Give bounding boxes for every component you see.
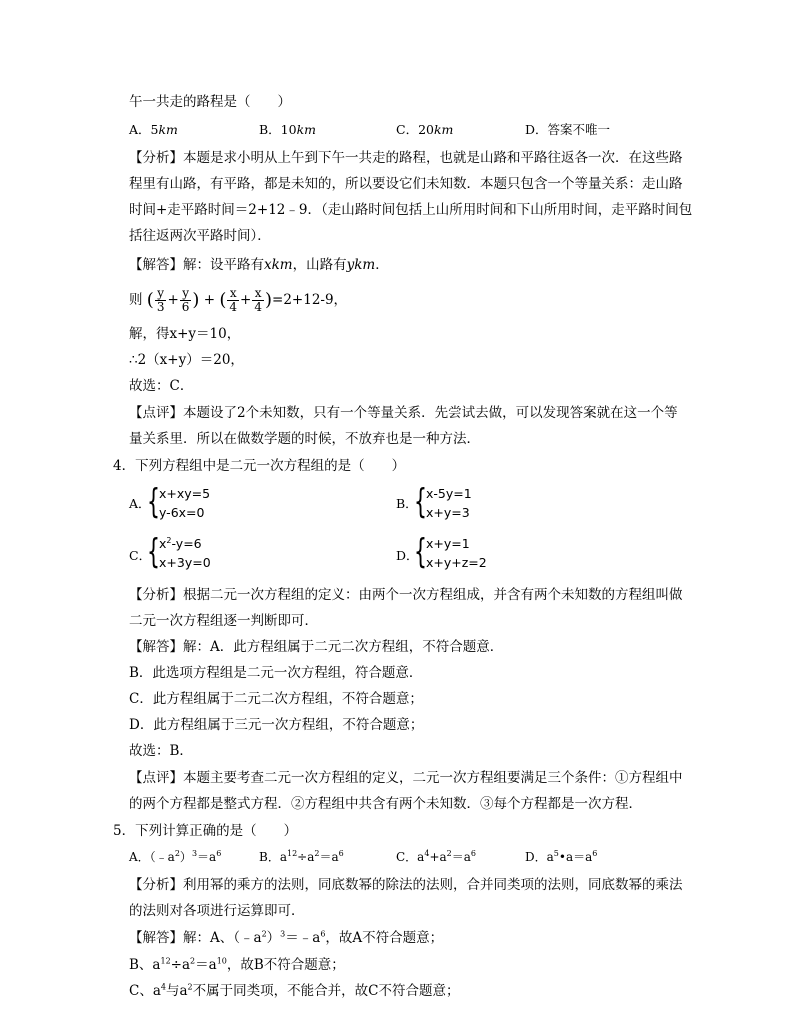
q3-solution-head: 【解答】解：设平路有xkm，山路有ykm． (129, 257, 389, 273)
q5-analysis-line: 的法则对各项进行运算即可． (129, 903, 305, 919)
q3-analysis-line: 括往返两次平路时间）． (129, 228, 271, 244)
q4-option-d: D． { x+y=1 x+y+z=2 (396, 532, 487, 572)
q4-solution-line: D．此方程组属于三元一次方程组，不符合题意； (129, 717, 424, 733)
q3-option-b: B．10km (259, 122, 317, 137)
q3-equation: 则 ( $\frac{y}{3}$ + $\frac{y}{6}$ ) + ( $\frac{x}{4}$ + $\frac{x}{4}$ )=2+12-9， (129, 286, 348, 314)
q4-option-a: A． { x+xy=5 y-6x=0 (129, 482, 211, 522)
q4-solution-line: C．此方程组属于二元二次方程组，不符合题意； (129, 691, 423, 707)
q5-option-a: A．$(﹣a^2)^3=a^6$ (129, 849, 222, 864)
q3-stem-continuation: 午一共走的路程是（ ） (129, 94, 291, 110)
q3-option-c: C．20km (396, 122, 454, 137)
q4-comment-line: 【点评】本题主要考查二元一次方程组的定义，二元一次方程组要满足三个条件：①方程组中 (129, 770, 683, 786)
q3-comment-line: 量关系里．所以在做数学题的时候，不放弃也是一种方法． (129, 431, 480, 447)
q5-option-b: B．$a^{12}\div a^2=a^6$ (259, 849, 344, 864)
q5-solution-line: 【解答】解：A、$(﹣a^2)^3=﹣a^6$，故A不符合题意； (129, 929, 444, 946)
q3-analysis-line: 程里有山路，有平路，都是未知的，所以要设它们未知数．本题只包含一个等量关系：走山路 (129, 176, 683, 192)
q4-solution-line: B．此选项方程组是二元一次方程组，符合题意． (129, 665, 423, 681)
q4-analysis-line: 二元一次方程组逐一判断即可． (129, 613, 318, 629)
q5-stem: 5．下列计算正确的是（ ） (113, 823, 298, 839)
q3-analysis-line: 时间+走平路时间＝2+12﹣9．（走山路时间包括上山所用时间和下山所用时间，走平路时间包 (129, 202, 693, 218)
q4-option-b: B． { x-5y=1 x+y=3 (396, 482, 472, 522)
q3-choose-line: 故选：C． (129, 378, 194, 394)
q4-stem: 4．下列方程组中是二元一次方程组的是（ ） (113, 458, 406, 474)
q3-comment-line: 【点评】本题设了2个未知数，只有一个等量关系．先尝试去做，可以发现答案就在这一个等 (129, 405, 678, 421)
q3-therefore-line: ∴2（x+y）＝20， (129, 352, 244, 368)
q5-option-c: C．$a^4+a^2=a^6$ (396, 849, 476, 864)
q5-solution-line: B、$a^{12}\div a^2=a^{10}$，故B不符合题意； (129, 956, 345, 973)
q4-analysis-line: 【分析】根据二元一次方程组的定义：由两个一次方程组成，并含有两个未知数的方程组叫做 (129, 587, 683, 603)
q5-solution-line: C、$a^4$与$a^2$不属于同类项，不能合并，故C不符合题意； (129, 982, 460, 999)
q4-solution-line: 故选：B． (129, 743, 193, 759)
q5-analysis-line: 【分析】利用幂的乘方的法则，同底数幂的除法的法则，合并同类项的法则，同底数幂的乘法 (129, 877, 683, 893)
q4-comment-line: 的两个方程都是整式方程．②方程组中共含有两个未知数．③每个方程都是一次方程． (129, 796, 642, 812)
q4-solution-line: 【解答】解：A．此方程组属于二元二次方程组，不符合题意． (129, 639, 504, 655)
q3-option-a: A．5km (129, 122, 178, 137)
q3-option-d: D．答案不唯一 (525, 122, 611, 137)
q3-solve-line: 解，得x+y＝10， (129, 326, 241, 342)
q4-option-c: C． { $x^2-y=6$ x+3y=0 (129, 532, 211, 572)
q3-analysis-line: 【分析】本题是求小明从上午到下午一共走的路程，也就是山路和平路往返各一次．在这些路 (129, 150, 683, 166)
q5-option-d: D．$a^5•a=a^6$ (525, 849, 598, 864)
